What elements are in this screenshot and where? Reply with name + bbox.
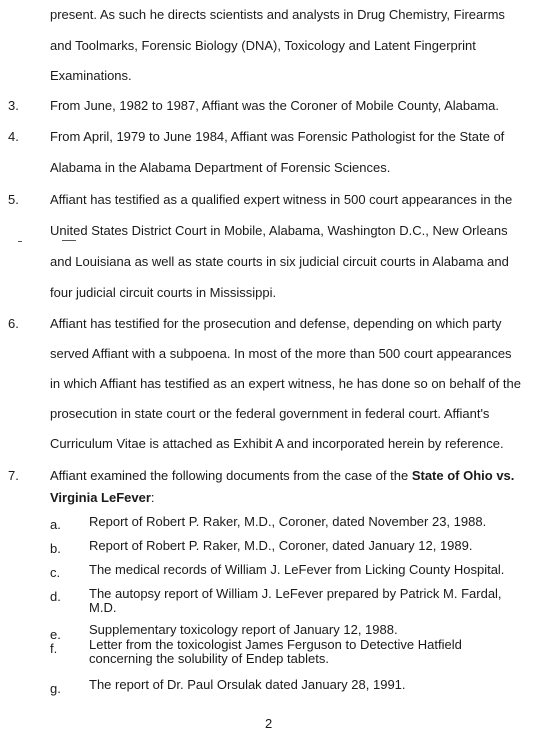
- paragraph-line: [50, 468, 514, 483]
- paragraph-number: 7.: [8, 468, 19, 483]
- scan-smudge: [18, 240, 80, 243]
- list-item: Letter from the toxicologist James Ferguson to Detective Hatfield: [89, 637, 462, 652]
- paragraph-line: served Affiant with a subpoena. In most of the more than 500 court appearances: [50, 346, 512, 361]
- paragraph-line: Alabama in the Alabama Department of Forensic Sciences.: [50, 160, 391, 175]
- paragraph-number: 5.: [8, 192, 19, 207]
- paragraph-line: Affiant has testified for the prosecution and defense, depending on which party: [50, 316, 502, 331]
- paragraph-line: United States District Court in Mobile, Alabama, Washington D.C., New Orleans: [50, 223, 508, 238]
- case-name: State of Ohio vs.: [411, 468, 515, 483]
- list-letter: e.: [50, 627, 61, 642]
- paragraph-line: and Louisiana as well as state courts in six judicial circuit courts in Alabama and: [50, 254, 509, 269]
- list-item: The report of Dr. Paul Orsulak dated January 28, 1991.: [89, 677, 406, 692]
- paragraph-number: 3.: [8, 98, 19, 113]
- list-item: concerning the solubility of Endep tablets.: [89, 651, 329, 666]
- list-item: M.D.: [89, 600, 117, 615]
- list-letter: c.: [50, 565, 61, 580]
- list-item: The medical records of William J. LeFever from Licking County Hospital.: [89, 562, 505, 577]
- list-letter: f.: [50, 641, 58, 656]
- paragraph-number: 6.: [8, 316, 19, 331]
- intro-line: present. As such he directs scientists and analysts in Drug Chemistry, Firearms: [50, 7, 505, 22]
- page-number: 2: [265, 716, 273, 731]
- paragraph-line: [50, 490, 155, 505]
- list-letter: g.: [50, 681, 61, 696]
- paragraph-line: From June, 1982 to 1987, Affiant was the Coroner of Mobile County, Alabama.: [50, 98, 500, 113]
- paragraph-text: Affiant examined the following documents from the case of the: [50, 468, 412, 483]
- list-letter: d.: [50, 589, 61, 604]
- list-item: The autopsy report of William J. LeFever prepared by Patrick M. Fardal,: [89, 586, 502, 601]
- intro-line: and Toolmarks, Forensic Biology (DNA), Toxicology and Latent Fingerprint: [50, 38, 476, 53]
- paragraph-line: in which Affiant has testified as an expert witness, he has done so on behalf of the: [50, 376, 521, 391]
- paragraph-number: 4.: [8, 129, 19, 144]
- paragraph-line: Affiant has testified as a qualified expert witness in 500 court appearances in the: [50, 192, 513, 207]
- intro-line: Examinations.: [50, 68, 132, 83]
- paragraph-line: Curriculum Vitae is attached as Exhibit A and incorporated herein by reference.: [50, 436, 504, 451]
- list-item: Supplementary toxicology report of January 12, 1988.: [89, 622, 398, 637]
- paragraph-line: four judicial circuit courts in Mississippi.: [50, 285, 277, 300]
- list-item: Report of Robert P. Raker, M.D., Coroner, dated January 12, 1989.: [89, 538, 473, 553]
- list-letter: a.: [50, 517, 61, 532]
- paragraph-line: prosecution in state court or the federal government in federal court. Affiant's: [50, 406, 490, 421]
- paragraph-line: From April, 1979 to June 1984, Affiant was Forensic Pathologist for the State of: [50, 129, 505, 144]
- paragraph-text: :: [150, 490, 155, 505]
- case-name: Virginia LeFever: [50, 490, 151, 505]
- list-letter: b.: [50, 541, 61, 556]
- list-item: Report of Robert P. Raker, M.D., Coroner, dated November 23, 1988.: [89, 514, 487, 529]
